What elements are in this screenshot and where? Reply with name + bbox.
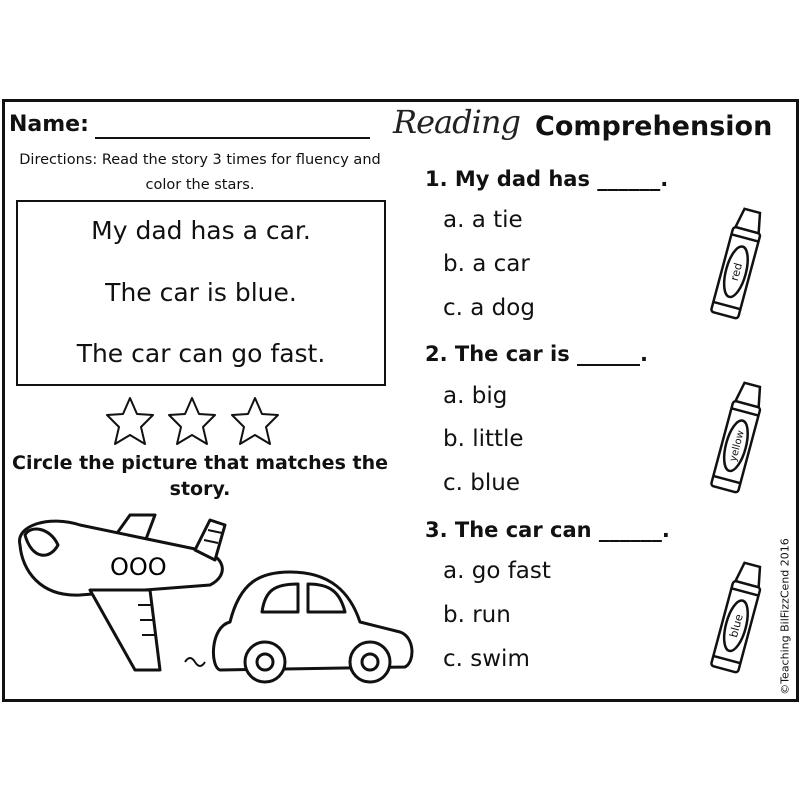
crayon-label: yellow — [727, 429, 747, 463]
answer-option[interactable]: a. a tie — [443, 207, 523, 233]
picture-prompt: Circle the picture that matches the story. — [12, 452, 388, 500]
car-picture[interactable] — [180, 562, 420, 692]
star-icon[interactable] — [232, 398, 278, 444]
answer-option[interactable]: a. big — [443, 383, 508, 409]
star-icon[interactable] — [107, 398, 153, 444]
name-field[interactable] — [95, 137, 370, 139]
directions-text: Directions: Read the story 3 times for fluency and color the stars. — [19, 152, 381, 193]
answer-option[interactable]: b. a car — [443, 251, 530, 277]
name-label: Name: — [9, 112, 89, 137]
copyright-text: ©Teaching BilFizzCend 2016 — [778, 538, 792, 695]
answer-option[interactable]: b. run — [443, 602, 511, 628]
answer-option[interactable]: c. blue — [443, 470, 520, 496]
question-3: 3. The car can ______. — [425, 518, 670, 542]
story-line: The car is blue. — [105, 278, 297, 307]
title-comprehension: Comprehension — [535, 111, 773, 142]
crayon-icon — [708, 558, 768, 678]
question-2: 2. The car is ______. — [425, 342, 649, 366]
answer-option[interactable]: b. little — [443, 426, 524, 452]
title-reading: Reading — [393, 103, 520, 141]
story-box — [16, 200, 386, 386]
fluency-stars — [100, 392, 300, 452]
crayon-label: blue — [727, 612, 746, 640]
crayon-icon — [708, 378, 768, 498]
airplane-windows: OOO — [110, 553, 167, 581]
answer-option[interactable]: c. swim — [443, 646, 530, 672]
star-icon[interactable] — [169, 398, 215, 444]
crayon-icon — [708, 204, 768, 324]
question-1: 1. My dad has ______. — [425, 167, 669, 191]
answer-option[interactable]: a. go fast — [443, 558, 551, 584]
crayon-label: red — [727, 261, 746, 283]
story-line: My dad has a car. — [91, 216, 311, 245]
story-line: The car can go fast. — [76, 339, 326, 368]
answer-option[interactable]: c. a dog — [443, 295, 535, 321]
